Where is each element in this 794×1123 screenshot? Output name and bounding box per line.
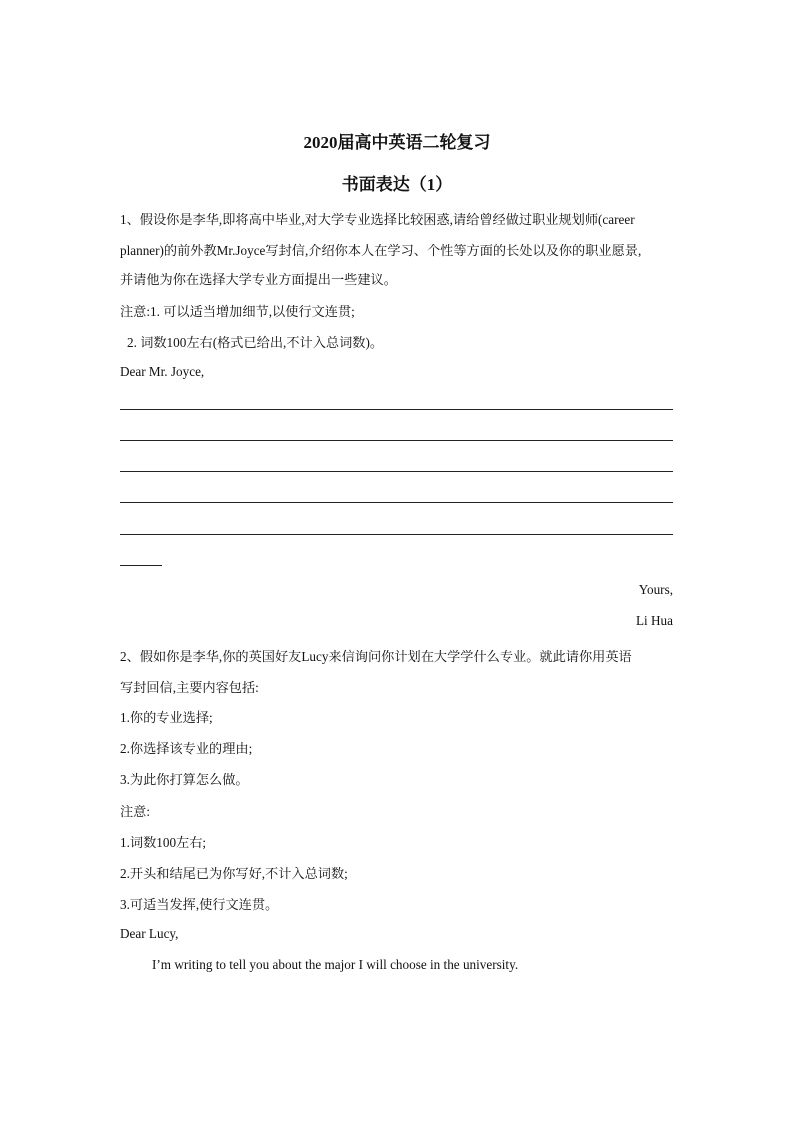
q1-note-2: 2. 词数100左右(格式已给出,不计入总词数)。 — [127, 335, 384, 350]
q2-item-1: 1.你的专业选择; — [120, 710, 213, 725]
answer-line — [120, 534, 673, 535]
q2-opening-sentence: I’m writing to tell you about the major I will choose in the university. — [152, 957, 519, 972]
page-title: 2020届高中英语二轮复习 — [303, 133, 491, 152]
q1-note-1: 注意:1. 可以适当增加细节,以使行文连贯; — [120, 304, 355, 319]
q2-prompt-line-2: 写封回信,主要内容包括: — [120, 680, 259, 695]
q2-note-3: 3.可适当发挥,使行文连贯。 — [120, 897, 279, 912]
q1-salutation: Dear Mr. Joyce, — [120, 364, 205, 379]
q2-note-1: 1.词数100左右; — [120, 835, 207, 850]
q1-signature: Li Hua — [636, 613, 673, 628]
q1-prompt-line-2: planner)的前外教Mr.Joyce写封信,介绍你本人在学习、个性等方面的长处以及你的职业愿景, — [120, 243, 642, 258]
q2-item-3: 3.为此你打算怎么做。 — [120, 772, 249, 787]
q2-notes-label: 注意: — [120, 804, 151, 819]
answer-line — [120, 409, 673, 410]
q2-item-2: 2.你选择该专业的理由; — [120, 741, 253, 756]
answer-line — [120, 471, 673, 472]
q2-salutation: Dear Lucy, — [120, 926, 179, 941]
q1-prompt-line-3: 并请他为你在选择大学专业方面提出一些建议。 — [120, 272, 397, 287]
q2-prompt-line-1: 2、假如你是李华,你的英国好友Lucy来信询问你计划在大学学什么专业。就此请你用英语 — [120, 649, 632, 664]
answer-line — [120, 502, 673, 503]
q1-closing: Yours, — [638, 582, 673, 597]
section-title: 书面表达（1） — [341, 175, 453, 194]
q1-prompt-line-1: 1、假设你是李华,即将高中毕业,对大学专业选择比较困惑,请给曾经做过职业规划师(career — [120, 212, 635, 227]
q2-note-2: 2.开头和结尾已为你写好,不计入总词数; — [120, 866, 348, 881]
answer-line — [120, 440, 673, 441]
answer-line-short — [120, 565, 162, 566]
